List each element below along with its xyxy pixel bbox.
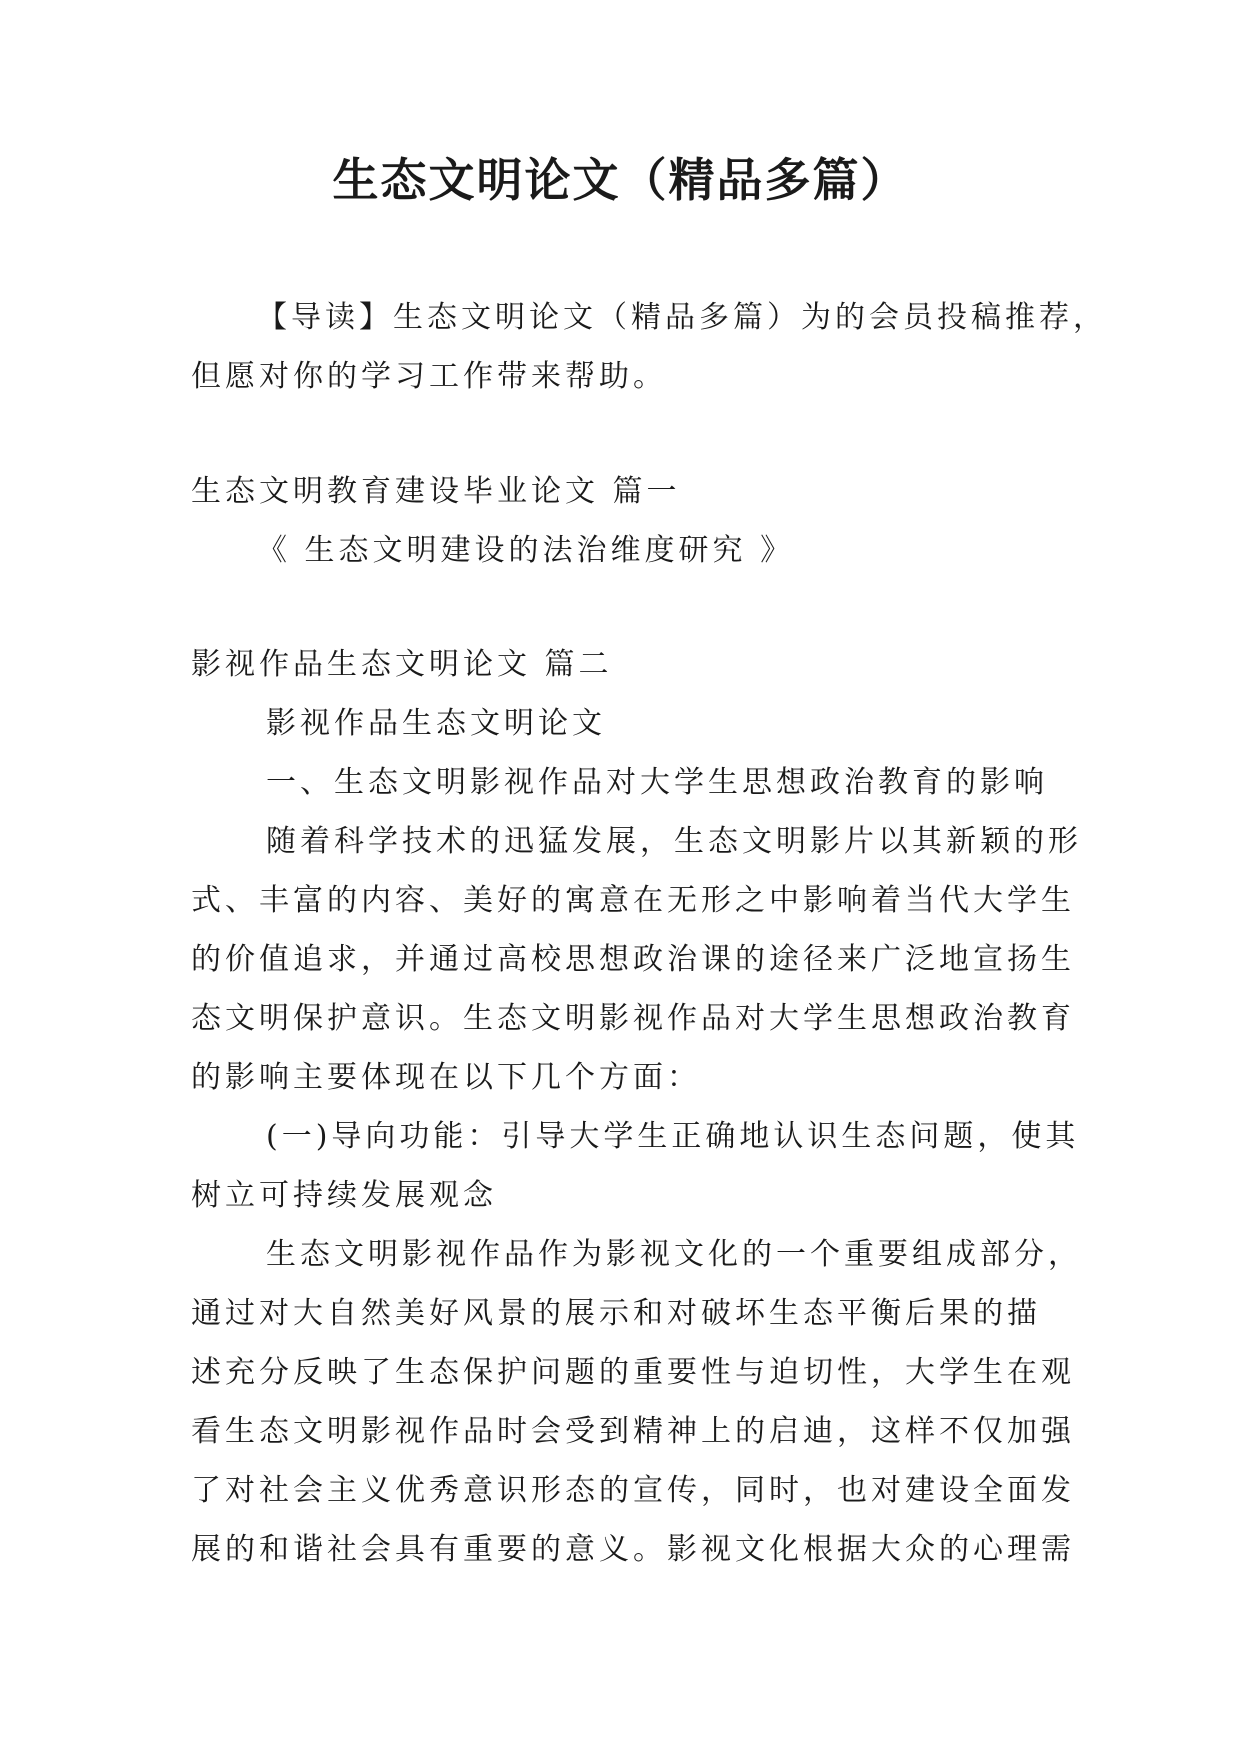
section-heading-2: 影视作品生态文明论文 篇二 bbox=[191, 647, 613, 682]
intro-line-1: 【导读】生态文明论文（精品多篇）为的会员投稿推荐， bbox=[257, 300, 1107, 335]
section-subtitle-2: 影视作品生态文明论文 bbox=[266, 706, 606, 741]
section-subtitle-1: 《 生态文明建设的法治维度研究 》 bbox=[257, 533, 795, 568]
subsection-heading-2-cont: 树立可持续发展观念 bbox=[191, 1178, 497, 1213]
paragraph-line: 式、丰富的内容、美好的寓意在无形之中影响着当代大学生 bbox=[191, 883, 1075, 918]
document-title: 生态文明论文（精品多篇） bbox=[332, 153, 909, 207]
paragraph-line: 的价值追求，并通过高校思想政治课的途径来广泛地宣扬生 bbox=[191, 942, 1075, 977]
paragraph-line: 展的和谐社会具有重要的意义。影视文化根据大众的心理需 bbox=[191, 1532, 1075, 1567]
subsection-heading-2: (一)导向功能：引导大学生正确地认识生态问题，使其 bbox=[266, 1119, 1080, 1154]
section-heading-1: 生态文明教育建设毕业论文 篇一 bbox=[191, 474, 681, 509]
paragraph-line: 随着科学技术的迅猛发展，生态文明影片以其新颖的形 bbox=[266, 824, 1082, 859]
paragraph-line: 的影响主要体现在以下几个方面： bbox=[191, 1060, 701, 1095]
subsection-heading-1: 一、生态文明影视作品对大学生思想政治教育的影响 bbox=[266, 765, 1048, 800]
paragraph-line: 了对社会主义优秀意识形态的宣传，同时，也对建设全面发 bbox=[191, 1473, 1075, 1508]
paragraph-line: 述充分反映了生态保护问题的重要性与迫切性，大学生在观 bbox=[191, 1355, 1075, 1390]
paragraph-line: 态文明保护意识。生态文明影视作品对大学生思想政治教育 bbox=[191, 1001, 1075, 1036]
paragraph-line: 生态文明影视作品作为影视文化的一个重要组成部分， bbox=[266, 1237, 1082, 1272]
paragraph-line: 通过对大自然美好风景的展示和对破坏生态平衡后果的描 bbox=[191, 1296, 1041, 1331]
intro-line-2: 但愿对你的学习工作带来帮助。 bbox=[191, 359, 667, 394]
paragraph-line: 看生态文明影视作品时会受到精神上的启迪，这样不仅加强 bbox=[191, 1414, 1075, 1449]
